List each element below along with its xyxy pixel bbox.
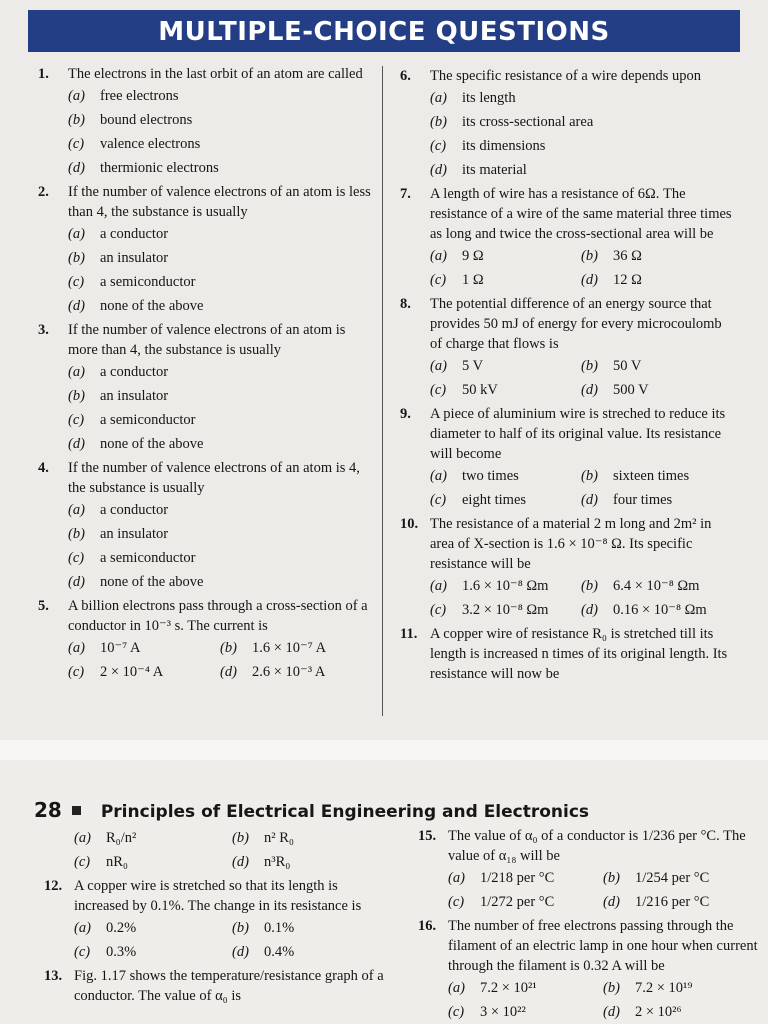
question-text: A length of wire has a resistance of 6Ω. The resistance of a wire of the same material three times as long and twice the cross-sectional area will be — [430, 186, 732, 242]
question-number: 1. — [38, 66, 49, 82]
question-text: The number of free electrons passing through the filament of an electric lamp in one hour when current through the filament is 0.32 A will be — [448, 918, 758, 974]
option-text: R₀/n² — [106, 830, 137, 846]
answer-option — [68, 360, 372, 384]
answer-option — [603, 976, 758, 1000]
answer-option — [430, 598, 581, 622]
question-number: 8. — [400, 296, 411, 312]
page-header — [34, 798, 589, 822]
answer-options — [68, 222, 372, 318]
option-text: 0.3% — [106, 944, 137, 960]
question-text: The value of α₀ of a conductor is 1/236 per °C. The value of α₁₈ will be — [448, 828, 746, 864]
question-text: The specific resistance of a wire depends upon — [430, 68, 701, 84]
option-text: valence electrons — [100, 136, 201, 152]
question-number: 3. — [38, 322, 49, 338]
answer-option — [430, 110, 732, 134]
option-text: an insulator — [100, 250, 169, 266]
answer-option — [430, 378, 581, 402]
option-text: sixteen times — [613, 468, 690, 484]
option-text: none of the above — [100, 574, 204, 590]
option-letter: (d) — [232, 854, 249, 870]
option-letter: (c) — [68, 412, 85, 428]
option-letter: (d) — [68, 436, 85, 452]
question-number: 13. — [44, 968, 63, 984]
option-letter: (a) — [68, 364, 85, 380]
answer-option — [68, 132, 372, 156]
answer-option — [74, 940, 232, 964]
option-text: 50 kV — [462, 382, 498, 398]
option-text: n² R₀ — [264, 830, 294, 846]
option-text: thermionic electrons — [100, 160, 219, 176]
option-letter: (c) — [430, 138, 447, 154]
option-letter: (c) — [74, 944, 91, 960]
option-letter: (b) — [232, 830, 249, 846]
answer-options — [430, 464, 732, 512]
option-text: 9 Ω — [462, 248, 484, 264]
answer-option — [430, 464, 581, 488]
answer-option — [68, 522, 372, 546]
question-text: A copper wire is stretched so that its length is increased by 0.1%. The change in its resistance is — [74, 878, 362, 914]
left-question-column-2 — [44, 826, 390, 1008]
question-item — [38, 596, 372, 684]
question-item — [400, 404, 732, 512]
answer-option — [232, 916, 390, 940]
option-text: a semiconductor — [100, 274, 196, 290]
answer-option — [430, 354, 581, 378]
answer-option — [68, 108, 372, 132]
option-letter: (a) — [448, 870, 465, 886]
option-text: none of the above — [100, 436, 204, 452]
question-text: A billion electrons pass through a cross-section of a conductor in 10⁻³ s. The current is — [68, 598, 368, 634]
option-letter: (a) — [74, 830, 91, 846]
question-text: If the number of valence electrons of an atom is less than 4, the substance is usually — [68, 184, 371, 220]
option-text: 5 V — [462, 358, 484, 374]
answer-options — [74, 826, 390, 874]
answer-options — [74, 916, 390, 964]
option-letter: (d) — [232, 944, 249, 960]
answer-option — [68, 156, 372, 180]
option-letter: (c) — [68, 550, 85, 566]
answer-option — [430, 244, 581, 268]
option-letter: (c) — [430, 382, 447, 398]
answer-options — [430, 86, 732, 182]
page-number: 28 — [34, 798, 62, 822]
answer-options — [430, 354, 732, 402]
answer-option — [603, 1000, 758, 1024]
option-letter: (d) — [603, 1004, 620, 1020]
option-text: 1.6 × 10⁻⁷ A — [252, 640, 327, 656]
answer-option — [430, 488, 581, 512]
option-text: 2.6 × 10⁻³ A — [252, 664, 326, 680]
option-text: 0.4% — [264, 944, 295, 960]
option-text: eight times — [462, 492, 527, 508]
answer-option — [430, 134, 732, 158]
option-letter: (d) — [603, 894, 620, 910]
question-item — [44, 826, 390, 874]
question-number: 6. — [400, 68, 411, 84]
option-letter: (a) — [430, 468, 447, 484]
answer-options — [68, 84, 372, 180]
option-letter: (c) — [430, 602, 447, 618]
question-number: 5. — [38, 598, 49, 614]
option-letter: (b) — [603, 870, 620, 886]
option-text: two times — [462, 468, 519, 484]
option-letter: (b) — [581, 248, 598, 264]
question-number: 15. — [418, 828, 437, 844]
option-letter: (c) — [68, 664, 85, 680]
textbook-page-bottom — [0, 760, 768, 1024]
option-letter: (c) — [448, 1004, 465, 1020]
option-text: 1.6 × 10⁻⁸ Ωm — [462, 578, 549, 594]
answer-option — [581, 488, 732, 512]
question-text: A piece of aluminium wire is streched to reduce its diameter to half of its original value. Its resistance will become — [430, 406, 726, 462]
option-letter: (a) — [68, 502, 85, 518]
question-text: The electrons in the last orbit of an atom are called — [68, 66, 363, 82]
option-text: bound electrons — [100, 112, 193, 128]
right-question-column — [400, 66, 732, 686]
option-letter: (c) — [430, 492, 447, 508]
answer-option — [232, 940, 390, 964]
option-letter: (b) — [603, 980, 620, 996]
answer-option — [448, 890, 603, 914]
option-letter: (b) — [68, 388, 85, 404]
option-text: a semiconductor — [100, 550, 196, 566]
answer-option — [74, 826, 232, 850]
question-item — [400, 184, 732, 292]
option-letter: (d) — [581, 272, 598, 288]
column-divider — [382, 66, 383, 716]
option-letter: (a) — [68, 640, 85, 656]
answer-option — [603, 866, 758, 890]
answer-option — [430, 158, 732, 182]
option-text: a conductor — [100, 364, 169, 380]
left-question-column — [38, 64, 372, 686]
option-letter: (c) — [430, 272, 447, 288]
option-letter: (a) — [74, 920, 91, 936]
option-text: 500 V — [613, 382, 649, 398]
option-text: 10⁻⁷ A — [100, 640, 141, 656]
answer-option — [581, 244, 732, 268]
question-number: 7. — [400, 186, 411, 202]
option-text: an insulator — [100, 526, 169, 542]
question-text: If the number of valence electrons of an atom is 4, the substance is usually — [68, 460, 360, 496]
answer-options — [430, 574, 732, 622]
option-letter: (a) — [430, 358, 447, 374]
option-letter: (a) — [430, 578, 447, 594]
page-gap — [0, 740, 768, 760]
option-text: 50 V — [613, 358, 642, 374]
answer-options — [448, 976, 758, 1024]
option-letter: (b) — [68, 526, 85, 542]
option-text: 0.2% — [106, 920, 137, 936]
answer-option — [581, 378, 732, 402]
option-letter: (a) — [68, 88, 85, 104]
option-text: a semiconductor — [100, 412, 196, 428]
option-letter: (c) — [68, 136, 85, 152]
option-letter: (c) — [68, 274, 85, 290]
question-text: A copper wire of resistance R₀ is stretched till its length is increased n times of its original length. Its resistance will now be — [430, 626, 728, 682]
answer-option — [581, 464, 732, 488]
question-item — [418, 826, 758, 914]
question-text: If the number of valence electrons of an atom is more than 4, the substance is usually — [68, 322, 346, 358]
question-number: 11. — [400, 626, 418, 642]
answer-option — [68, 384, 372, 408]
option-letter: (d) — [68, 574, 85, 590]
book-title: Principles of Electrical Engineering and Electronics — [100, 802, 590, 822]
option-text: four times — [613, 492, 673, 508]
question-item — [44, 876, 390, 964]
answer-option — [74, 850, 232, 874]
option-letter: (d) — [581, 382, 598, 398]
option-text: 1/272 per °C — [480, 894, 555, 910]
option-text: n³R₀ — [264, 854, 291, 870]
answer-option — [448, 1000, 603, 1024]
question-number: 9. — [400, 406, 411, 422]
answer-option — [448, 866, 603, 890]
answer-option — [581, 598, 732, 622]
option-text: 1/216 per °C — [635, 894, 710, 910]
option-text: its material — [462, 162, 527, 178]
answer-option — [430, 86, 732, 110]
option-letter: (a) — [68, 226, 85, 242]
question-item — [44, 966, 390, 1006]
option-letter: (d) — [430, 162, 447, 178]
answer-option — [68, 546, 372, 570]
option-letter: (a) — [430, 90, 447, 106]
option-text: nR₀ — [106, 854, 128, 870]
answer-options — [430, 244, 732, 292]
option-text: 7.2 × 10¹⁹ — [635, 980, 693, 996]
question-item — [38, 182, 372, 318]
answer-option — [74, 916, 232, 940]
answer-option — [581, 574, 732, 598]
answer-option — [68, 246, 372, 270]
answer-option — [220, 660, 372, 684]
option-text: a conductor — [100, 226, 169, 242]
question-item — [400, 294, 732, 402]
option-text: its cross-sectional area — [462, 114, 594, 130]
option-text: an insulator — [100, 388, 169, 404]
option-letter: (d) — [220, 664, 237, 680]
option-text: 3.2 × 10⁻⁸ Ωm — [462, 602, 549, 618]
option-text: 0.16 × 10⁻⁸ Ωm — [613, 602, 707, 618]
option-letter: (d) — [68, 298, 85, 314]
option-letter: (b) — [581, 468, 598, 484]
option-letter: (b) — [68, 250, 85, 266]
question-item — [38, 64, 372, 180]
answer-option — [581, 354, 732, 378]
answer-options — [68, 636, 372, 684]
question-item — [400, 624, 732, 684]
right-question-column-2 — [418, 826, 758, 1024]
option-letter: (d) — [581, 602, 598, 618]
option-text: its dimensions — [462, 138, 546, 154]
answer-option — [68, 660, 220, 684]
question-number: 2. — [38, 184, 49, 200]
answer-option — [603, 890, 758, 914]
question-item — [38, 458, 372, 594]
answer-option — [68, 84, 372, 108]
question-text: The potential difference of an energy source that provides 50 mJ of energy for every microcoulomb of charge that flows is — [430, 296, 722, 352]
answer-options — [448, 866, 758, 914]
option-text: a conductor — [100, 502, 169, 518]
option-letter: (a) — [448, 980, 465, 996]
option-text: its length — [462, 90, 516, 106]
answer-option — [430, 574, 581, 598]
option-letter: (b) — [581, 358, 598, 374]
option-letter: (c) — [74, 854, 91, 870]
option-letter: (d) — [68, 160, 85, 176]
question-item — [418, 916, 758, 1024]
option-letter: (d) — [581, 492, 598, 508]
answer-option — [430, 268, 581, 292]
option-letter: (b) — [232, 920, 249, 936]
answer-option — [68, 570, 372, 594]
option-text: none of the above — [100, 298, 204, 314]
answer-option — [68, 270, 372, 294]
option-letter: (b) — [220, 640, 237, 656]
answer-option — [232, 826, 390, 850]
answer-options — [68, 360, 372, 456]
option-text: 2 × 10²⁶ — [635, 1004, 682, 1020]
answer-option — [232, 850, 390, 874]
option-text: 1/254 per °C — [635, 870, 710, 886]
answer-option — [220, 636, 372, 660]
option-text: 36 Ω — [613, 248, 642, 264]
question-number: 10. — [400, 516, 419, 532]
option-letter: (b) — [68, 112, 85, 128]
option-text: 0.1% — [264, 920, 295, 936]
question-item — [400, 514, 732, 622]
option-text: 6.4 × 10⁻⁸ Ωm — [613, 578, 700, 594]
answer-options — [68, 498, 372, 594]
answer-option — [581, 268, 732, 292]
answer-option — [68, 636, 220, 660]
option-text: 1/218 per °C — [480, 870, 555, 886]
header-bullet — [72, 806, 81, 815]
option-text: 2 × 10⁻⁴ A — [100, 664, 164, 680]
question-item — [400, 66, 732, 182]
question-number: 4. — [38, 460, 49, 476]
option-text: 12 Ω — [613, 272, 642, 288]
option-letter: (b) — [581, 578, 598, 594]
question-text: The resistance of a material 2 m long and 2m² in area of X-section is 1.6 × 10⁻⁸ Ω. Its specific resistance will be — [430, 516, 712, 572]
section-banner: MULTIPLE-CHOICE QUESTIONS — [28, 10, 740, 52]
option-letter: (c) — [448, 894, 465, 910]
option-text: 1 Ω — [462, 272, 484, 288]
answer-option — [68, 294, 372, 318]
question-number: 16. — [418, 918, 437, 934]
answer-option — [68, 222, 372, 246]
answer-option — [68, 498, 372, 522]
option-text: 7.2 × 10²¹ — [480, 980, 537, 996]
question-text: Fig. 1.17 shows the temperature/resistance graph of a conductor. The value of α₀ is — [74, 968, 384, 1004]
option-letter: (b) — [430, 114, 447, 130]
question-item — [38, 320, 372, 456]
answer-option — [448, 976, 603, 1000]
answer-option — [68, 408, 372, 432]
option-letter: (a) — [430, 248, 447, 264]
option-text: free electrons — [100, 88, 179, 104]
option-text: 3 × 10²² — [480, 1004, 526, 1020]
answer-option — [68, 432, 372, 456]
question-number: 12. — [44, 878, 63, 894]
